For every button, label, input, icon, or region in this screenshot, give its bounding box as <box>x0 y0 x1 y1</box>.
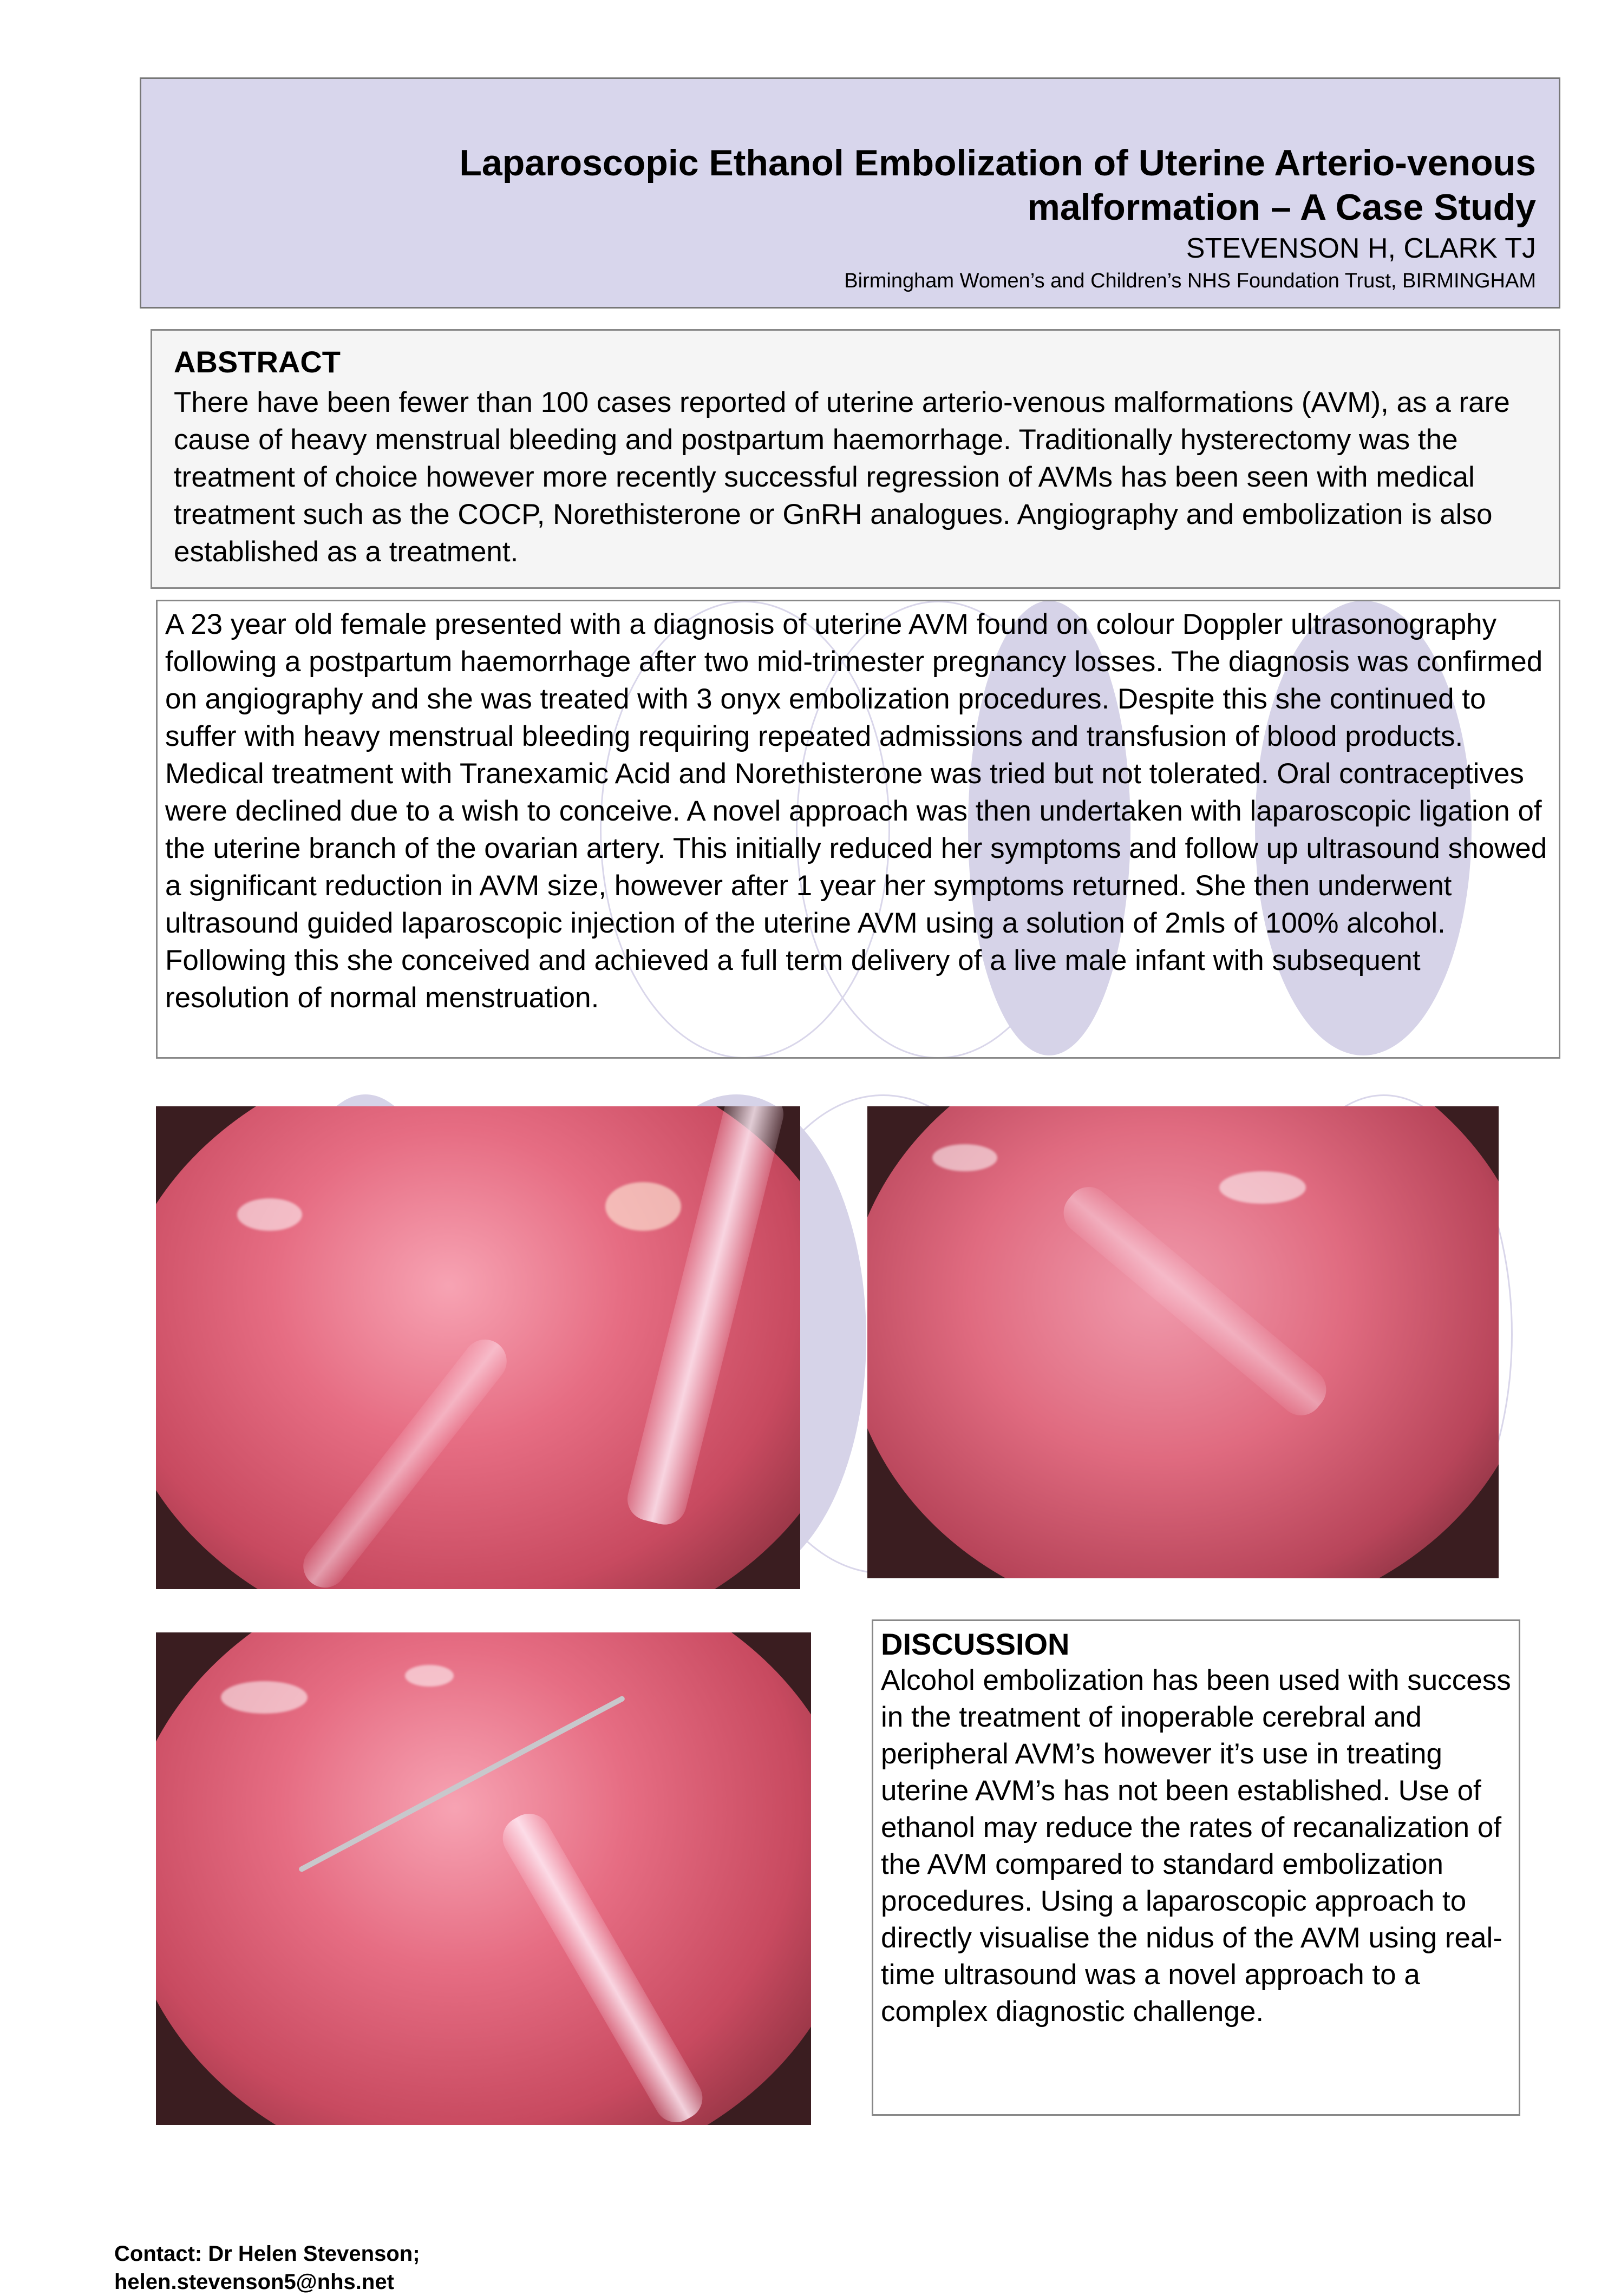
laparoscopic-photo-2 <box>867 1106 1499 1578</box>
affiliation: Birmingham Women’s and Children’s NHS Foundation Trust, BIRMINGHAM <box>844 270 1536 292</box>
discussion-text: Alcohol embolization has been used with success in the treatment of inoperable cerebral and peripheral AVM’s however it’s use in treating uterine AVM’s has not been established. Use of ethanol may reduce the rates of recanalization of the AVM compared to standard embolization procedures. Using a laparoscopic approach to directly visualise the nidus of the AVM using real-time ultrasound was a novel approach to a complex diagnostic challenge. <box>881 1664 1511 2028</box>
authors: STEVENSON H, CLARK TJ <box>1186 233 1536 264</box>
discussion-section <box>872 1619 1520 2116</box>
abstract-heading: ABSTRACT <box>174 345 341 379</box>
laparoscopic-photo-3 <box>156 1632 811 2125</box>
case-paragraph: Following this she conceived and achieved a full term delivery of a live male infant with subsequent resolution of normal menstruation. <box>165 944 1421 1014</box>
abstract-text: There have been fewer than 100 cases reported of uterine arterio-venous malformations (AVM), as a rare cause of heavy menstrual bleeding and postpartum haemorrhage. Traditionally hysterectomy was the treatment of choice however more recently successful regression of AVMs has been seen with medical treatment such as the COCP, Norethisterone or GnRH analogues. Angiography and embolization is also established as a treatment. <box>174 386 1510 568</box>
abstract-section <box>151 329 1560 589</box>
contact-name: Contact: Dr Helen Stevenson; <box>114 2242 420 2266</box>
poster-title: Laparoscopic Ethanol Embolization of Uterine Arterio-venous malformation – A Case Study <box>459 142 1536 228</box>
contact-email: helen.stevenson5@nhs.net <box>114 2270 394 2294</box>
poster-header <box>140 77 1560 309</box>
discussion-heading: DISCUSSION <box>881 1627 1070 1661</box>
laparoscopic-photo-1 <box>156 1106 800 1589</box>
contact-info <box>114 2240 420 2296</box>
case-paragraph: A 23 year old female presented with a diagnosis of uterine AVM found on colour Doppler ultrasonography following a postpartum haemorrhage after two mid-trimester pregnancy losses. The diagnosis was confirmed on angiography and she was treated with 3 onyx embolization procedures. Despite this she continued to suffer with heavy menstrual bleeding requiring repeated admissions and transfusion of blood products. Medical treatment with Tranexamic Acid and Norethisterone was tried but not tolerated. Oral contraceptives were declined due to a wish to conceive. A novel approach was then undertaken with laparoscopic ligation of the uterine branch of the ovarian artery. This initially reduced her symptoms and follow up ultrasound showed a significant reduction in AVM size, however after 1 year her symptoms returned. She then underwent ultrasound guided laparoscopic injection of the uterine AVM using a solution of 2mls of 100% alcohol. <box>165 608 1547 939</box>
case-section <box>156 600 1560 1059</box>
